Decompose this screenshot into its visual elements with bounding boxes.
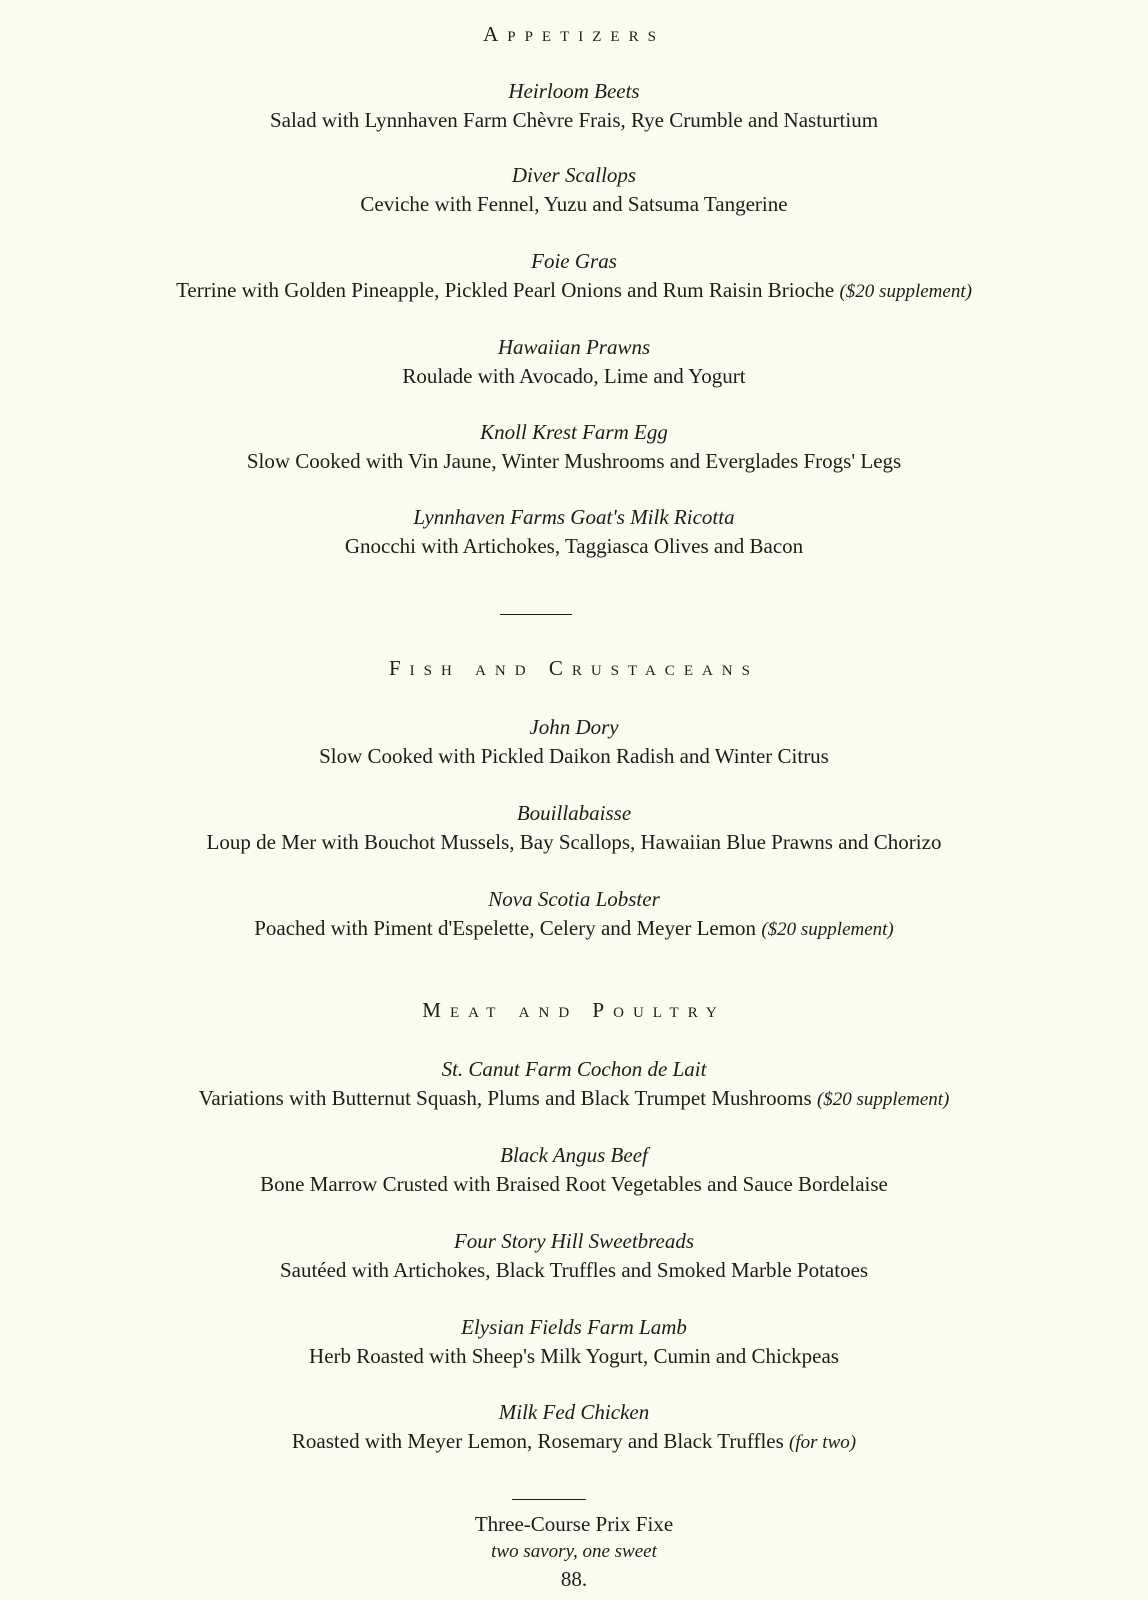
section-title-appetizers: Appetizers <box>483 22 665 46</box>
item-description: Salad with Lynnhaven Farm Chèvre Frais, Rye Crumble and Nasturtium <box>269 108 879 132</box>
item-description: Sautéed with Artichokes, Black Truffles and Smoked Marble Potatoes <box>279 1258 869 1282</box>
prix-fixe-price: 88. <box>560 1567 588 1591</box>
menu-item <box>0 247 1148 307</box>
menu-item <box>0 333 1148 391</box>
item-description: Gnocchi with Artichokes, Taggiasca Olives and Bacon <box>344 534 804 558</box>
section-divider <box>500 614 572 615</box>
item-description: Loup de Mer with Bouchot Mussels, Bay Scallops, Hawaiian Blue Prawns and Chorizo <box>206 830 942 854</box>
item-description: Ceviche with Fennel, Yuzu and Satsuma Tangerine <box>360 192 788 216</box>
item-description: Variations with Butternut Squash, Plums and Black Trumpet Mushrooms ($20 supplement) <box>198 1086 950 1110</box>
menu-item <box>0 799 1148 857</box>
menu-item <box>0 161 1148 219</box>
section-title-meat: Meat and Poultry <box>422 998 726 1022</box>
menu-item <box>0 418 1148 476</box>
item-name: Diver Scallops <box>511 163 637 187</box>
item-name: Four Story Hill Sweetbreads <box>453 1229 695 1253</box>
menu-item <box>0 1055 1148 1115</box>
item-description: Slow Cooked with Vin Jaune, Winter Mushrooms and Everglades Frogs' Legs <box>246 449 902 473</box>
supplement-note: ($20 supplement) <box>816 1089 950 1110</box>
item-name: Hawaiian Prawns <box>497 335 651 359</box>
item-description: Poached with Piment d'Espelette, Celery and Meyer Lemon ($20 supplement) <box>254 916 894 940</box>
menu-item <box>0 503 1148 561</box>
item-description: Roasted with Meyer Lemon, Rosemary and Black Truffles (for two) <box>291 1429 857 1453</box>
menu-item <box>0 1141 1148 1199</box>
item-name: Elysian Fields Farm Lamb <box>461 1315 687 1339</box>
item-name: John Dory <box>529 715 619 739</box>
menu-item <box>0 713 1148 771</box>
supplement-note: ($20 supplement) <box>839 281 972 302</box>
item-description: Slow Cooked with Pickled Daikon Radish and Winter Citrus <box>319 744 829 768</box>
item-name: Milk Fed Chicken <box>498 1400 650 1424</box>
item-description: Herb Roasted with Sheep's Milk Yogurt, Cumin and Chickpeas <box>309 1344 839 1368</box>
section-title-fish: Fish and Crustaceans <box>388 656 759 680</box>
supplement-note: ($20 supplement) <box>761 919 894 940</box>
item-description: Bone Marrow Crusted with Braised Root Vegetables and Sauce Bordelaise <box>260 1172 888 1196</box>
prix-fixe-title: Three-Course Prix Fixe <box>474 1512 674 1536</box>
item-name: Knoll Krest Farm Egg <box>480 420 668 444</box>
menu-item <box>0 1398 1148 1458</box>
item-name: Lynnhaven Farms Goat's Milk Ricotta <box>413 505 735 529</box>
item-name: Black Angus Beef <box>500 1143 648 1167</box>
item-description: Terrine with Golden Pineapple, Pickled Pearl Onions and Rum Raisin Brioche ($20 supplement) <box>176 278 972 302</box>
item-name: Heirloom Beets <box>508 79 640 103</box>
item-name: St. Canut Farm Cochon de Lait <box>441 1057 707 1081</box>
item-name: Bouillabaisse <box>516 801 632 825</box>
supplement-note: (for two) <box>789 1432 857 1453</box>
prix-fixe-subtitle: two savory, one sweet <box>491 1541 657 1562</box>
menu-item <box>0 1313 1148 1371</box>
item-name: Foie Gras <box>531 249 617 273</box>
item-name: Nova Scotia Lobster <box>488 887 660 911</box>
item-description: Roulade with Avocado, Lime and Yogurt <box>402 364 746 388</box>
menu-item <box>0 1227 1148 1285</box>
footer-divider <box>512 1499 586 1500</box>
menu-item <box>0 885 1148 945</box>
menu-item <box>0 77 1148 135</box>
